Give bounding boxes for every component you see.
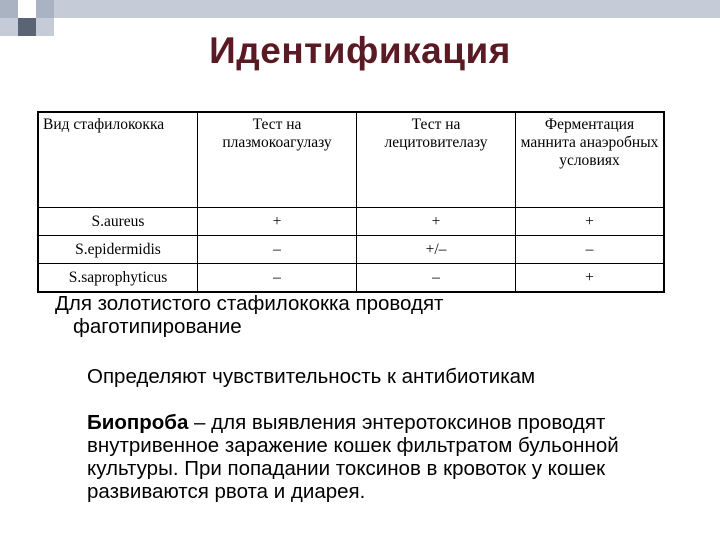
table-row: [38, 236, 664, 264]
paragraph-phage-typing: [55, 292, 695, 338]
identification-table: [37, 111, 665, 293]
paragraph-bioassay: [87, 411, 677, 503]
paragraph-line: Для золотистого стафилококка проводят: [55, 292, 444, 315]
cell-value: –: [516, 236, 665, 264]
cell-value: +/–: [357, 236, 516, 264]
cell-value: –: [198, 236, 357, 264]
page-title: Идентификация: [209, 30, 511, 71]
cell-value: –: [357, 264, 516, 293]
cell-value: +: [198, 208, 357, 236]
cell-species: S.epidermidis: [38, 236, 198, 264]
header-plasmocoagulase: Тест на плазмокоагулазу: [198, 112, 357, 208]
bioassay-text: – для выявления энтеротоксинов проводят внутривенное заражение кошек фильтратом бульонной культуры. При попадании токсинов в кровоток у кошек развиваются рвота и диарея.: [87, 411, 619, 503]
bioassay-term: Биопроба: [87, 411, 189, 434]
cell-species: S.aureus: [38, 208, 198, 236]
header-species: Вид стафилококка: [38, 112, 198, 208]
header-mannitol: Ферментация маннита анаэробных условиях: [516, 112, 665, 208]
table-header-row: [38, 112, 664, 208]
cell-value: +: [516, 208, 665, 236]
paragraph-antibiotics: Определяют чувствительность к антибиотикам: [87, 365, 536, 388]
cell-value: +: [357, 208, 516, 236]
table-row: [38, 264, 664, 293]
cell-species: S.saprophyticus: [38, 264, 198, 293]
cell-value: +: [516, 264, 665, 293]
paragraph-line: фаготипирование: [73, 315, 242, 338]
cell-value: –: [198, 264, 357, 293]
header-lecithovitellase: Тест на лецитовителазу: [357, 112, 516, 208]
table-row: [38, 208, 664, 236]
